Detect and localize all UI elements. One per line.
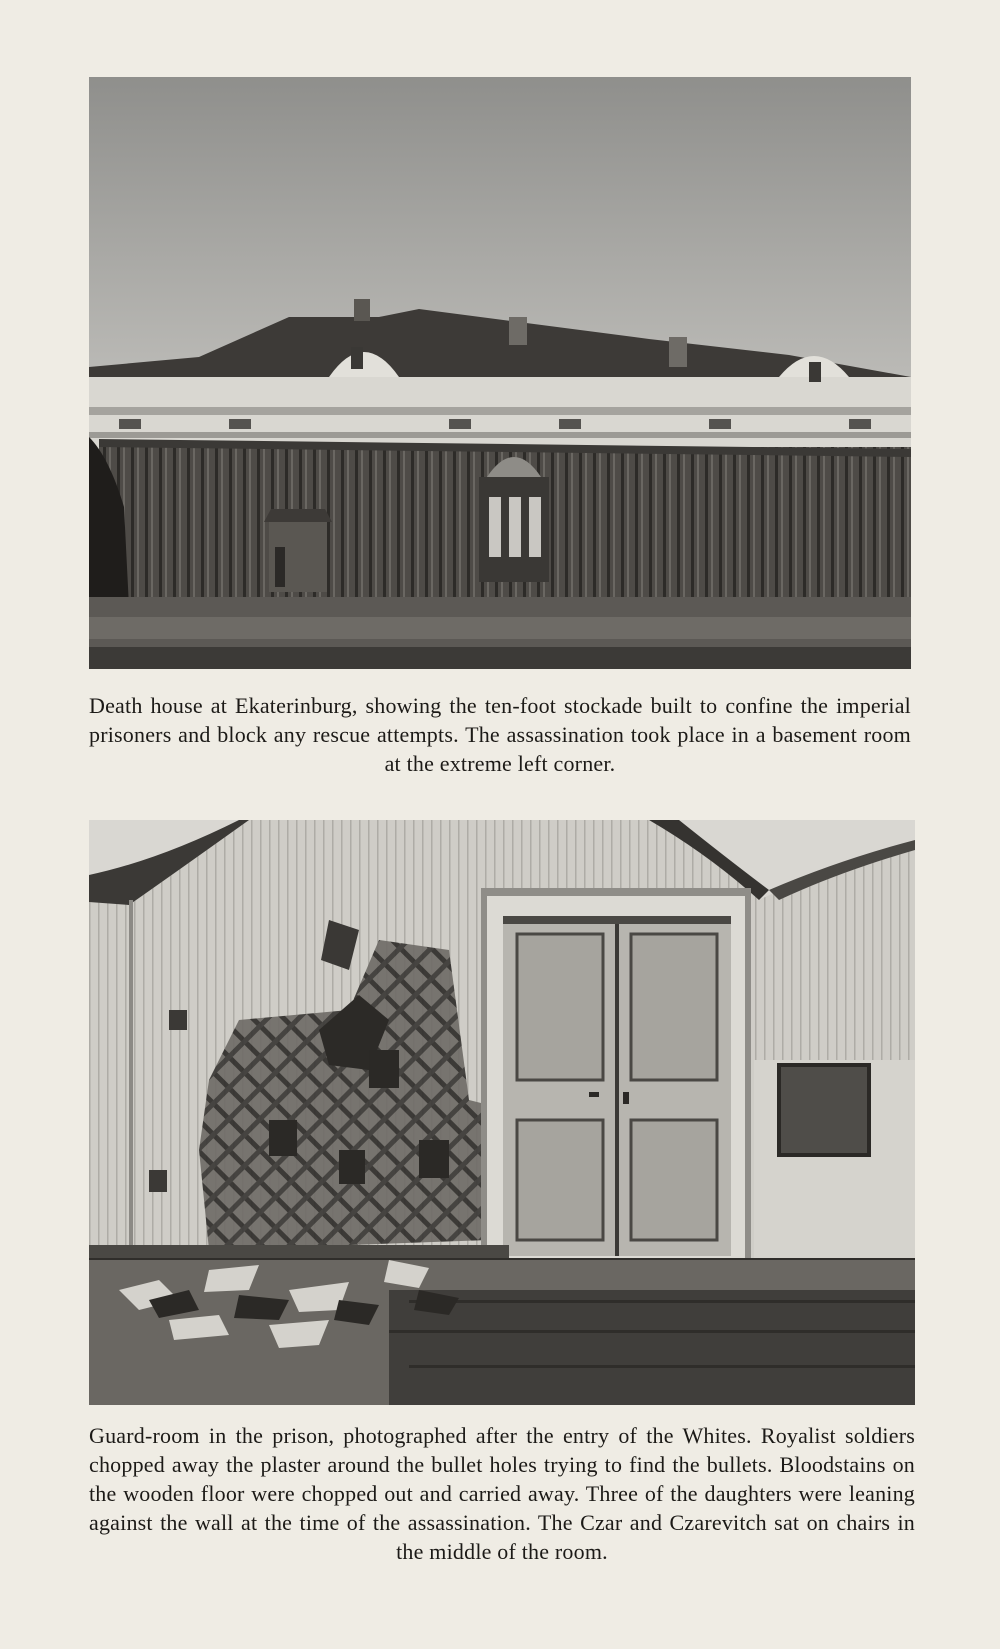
guard-room-illustration bbox=[89, 820, 915, 1405]
death-house-illustration bbox=[89, 77, 911, 669]
guard-room-photo bbox=[89, 820, 915, 1405]
death-house-photo bbox=[89, 77, 911, 669]
death-house-caption: Death house at Ekaterinburg, showing the ten-foot stockade built to confine the imperial prisoners and block any rescue attempts. The assassination took place in a basement room at the extreme left corner. bbox=[89, 693, 911, 776]
guard-room-caption: Guard-room in the prison, photographed after the entry of the Whites. Royalist soldiers chopped away the plaster around the bullet holes trying to find the bullets. Bloodstains on the wooden floor were chopped out and carried away. Three of the daughters were leaning against the wall at the time of the assassination. The Czar and Czarevitch sat on chairs in the middle of the room. bbox=[89, 1423, 915, 1564]
